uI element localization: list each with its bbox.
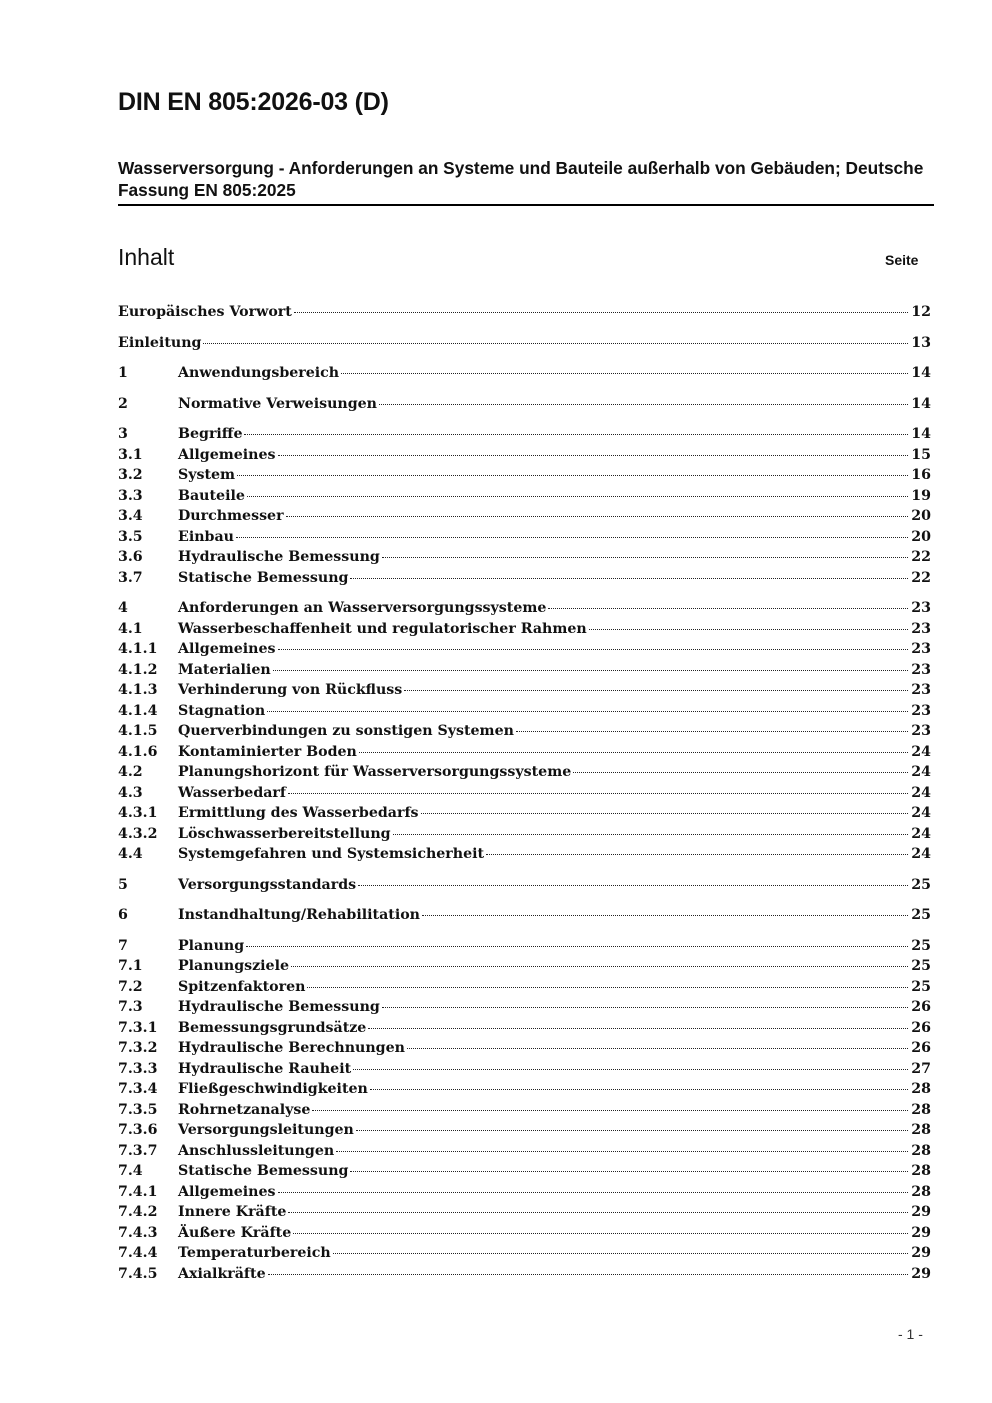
toc-entry-page: 24 <box>911 805 931 821</box>
toc-entry-number: 7.4.2 <box>118 1204 158 1220</box>
toc-entry-title: Löschwasserbereitstellung <box>178 825 391 842</box>
toc-entry-title: Einbau <box>178 528 234 545</box>
dot-leader <box>244 432 908 435</box>
toc-entry-page: 28 <box>911 1142 931 1159</box>
toc-entry[interactable] <box>118 486 931 507</box>
toc-entry-number: 4.1.5 <box>118 723 158 739</box>
dot-leader <box>336 1149 908 1152</box>
toc-entry-number: 7.3.3 <box>118 1060 158 1077</box>
toc-entry[interactable] <box>118 1182 931 1203</box>
toc-entry-page: 23 <box>911 641 931 657</box>
toc-entry-number: 7.3.5 <box>118 1101 158 1118</box>
toc-entry-page: 26 <box>911 1019 931 1036</box>
toc-entry-number: 3.2 <box>118 467 143 483</box>
toc-entry-number: 4.4 <box>118 846 143 862</box>
dot-leader <box>237 473 908 476</box>
toc-entry-title: Anschlussleitungen <box>178 1142 335 1159</box>
toc-entry-title: Europäisches Vorwort <box>118 304 292 320</box>
toc-entry[interactable] <box>118 956 931 977</box>
toc-entry-title: Wasserbedarf <box>178 784 287 801</box>
toc-entry[interactable] <box>118 1161 931 1182</box>
toc-entry[interactable] <box>118 506 931 527</box>
toc-entry-number: 4.2 <box>118 764 143 780</box>
toc-entry-page: 26 <box>911 1040 931 1056</box>
toc-entry-number: 7.3.6 <box>118 1122 158 1138</box>
toc-entry-title: Einleitung <box>118 334 202 351</box>
toc-entry-page: 25 <box>911 907 931 923</box>
toc-entry[interactable] <box>118 1038 931 1059</box>
toc-entry-title: Materialien <box>178 661 271 678</box>
toc-entry[interactable] <box>118 598 931 619</box>
toc-entry[interactable] <box>118 333 931 354</box>
dot-leader <box>294 310 908 313</box>
toc-entry[interactable] <box>118 302 931 323</box>
toc-entry-title: Stagnation <box>178 702 266 719</box>
toc-entry-page: 20 <box>911 528 931 545</box>
dot-leader <box>286 514 908 517</box>
toc-entry-page: 25 <box>911 876 931 893</box>
toc-entry-title: Systemgefahren und Systemsicherheit <box>178 846 485 862</box>
toc-entry-number: 3.5 <box>118 528 143 545</box>
dot-leader <box>333 1251 908 1254</box>
toc-entry[interactable] <box>118 905 931 926</box>
toc-entry-page: 12 <box>911 304 931 320</box>
toc-entry-title: Innere Kräfte <box>178 1204 287 1220</box>
toc-entry-title: Äußere Kräfte <box>178 1224 292 1241</box>
toc-entry-number: 4.3.1 <box>118 805 158 821</box>
toc-entry-page: 24 <box>911 846 931 862</box>
dot-leader <box>548 606 908 609</box>
page-number: - 1 - <box>898 1326 923 1342</box>
toc-entry[interactable] <box>118 824 931 845</box>
dot-leader <box>312 1108 908 1111</box>
toc-entry-title: Allgemeines <box>178 641 276 657</box>
toc-entry-number: 6 <box>118 907 128 923</box>
dot-leader <box>368 1026 908 1029</box>
dot-leader <box>404 688 908 691</box>
toc-entry-page: 24 <box>911 825 931 842</box>
toc-entry-page: 28 <box>911 1101 931 1118</box>
toc-entry-page: 22 <box>911 569 931 586</box>
toc-entry-page: 22 <box>911 549 931 565</box>
toc-entry[interactable] <box>118 1264 931 1285</box>
dot-leader <box>350 1169 908 1172</box>
dot-leader <box>247 494 908 497</box>
toc-entry-page: 24 <box>911 784 931 801</box>
dot-leader <box>350 576 908 579</box>
table-of-contents <box>118 302 931 1284</box>
toc-entry-number: 3.1 <box>118 446 143 463</box>
toc-entry-number: 7.4.5 <box>118 1265 158 1282</box>
toc-entry-page: 25 <box>911 978 931 995</box>
toc-entry-page: 13 <box>911 334 931 351</box>
dot-leader <box>356 1128 908 1131</box>
toc-entry-title: Rohrnetzanalyse <box>178 1101 311 1118</box>
toc-entry-title: Axialkräfte <box>178 1265 266 1282</box>
toc-entry-number: 7.2 <box>118 978 143 995</box>
toc-entry-title: Spitzenfaktoren <box>178 978 306 995</box>
contents-heading: Inhalt <box>118 244 175 270</box>
toc-entry-page: 23 <box>911 723 931 739</box>
toc-entry-page: 23 <box>911 620 931 637</box>
toc-entry[interactable] <box>118 465 931 486</box>
dot-leader <box>370 1087 908 1090</box>
toc-entry-page: 28 <box>911 1183 931 1200</box>
toc-entry-number: 3.7 <box>118 569 143 586</box>
toc-entry[interactable] <box>118 1059 931 1080</box>
dot-leader <box>359 750 908 753</box>
dot-leader <box>379 402 908 405</box>
toc-entry-number: 4.1.3 <box>118 682 158 698</box>
toc-entry[interactable] <box>118 363 931 384</box>
dot-leader <box>382 555 908 558</box>
toc-entry-number: 7.3 <box>118 999 143 1015</box>
dot-leader <box>203 341 908 344</box>
toc-entry[interactable] <box>118 701 931 722</box>
toc-entry-page: 14 <box>911 365 931 381</box>
toc-entry[interactable] <box>118 568 931 589</box>
toc-entry-number: 4.1 <box>118 620 143 637</box>
toc-entry-title: Hydraulische Rauheit <box>178 1060 352 1077</box>
toc-entry-title: System <box>178 467 236 483</box>
dot-leader <box>421 811 908 814</box>
toc-entry-title: Anforderungen an Wasserversorgungssysteme <box>178 600 547 616</box>
toc-entry-number: 7.4.3 <box>118 1224 158 1241</box>
toc-entry-page: 25 <box>911 958 931 974</box>
toc-entry-title: Statische Bemessung <box>178 1163 349 1179</box>
toc-entry-title: Allgemeines <box>178 1183 276 1200</box>
toc-entry-page: 24 <box>911 743 931 760</box>
dot-leader <box>353 1067 908 1070</box>
toc-entry-title: Querverbindungen zu sonstigen Systemen <box>178 723 514 739</box>
toc-entry-title: Hydraulische Berechnungen <box>178 1040 405 1056</box>
toc-entry[interactable] <box>118 1141 931 1162</box>
dot-leader <box>573 770 908 773</box>
toc-entry-title: Begriffe <box>178 426 243 442</box>
toc-entry[interactable] <box>118 875 931 896</box>
toc-entry[interactable] <box>118 680 931 701</box>
toc-entry[interactable] <box>118 783 931 804</box>
toc-entry-title: Wasserbeschaffenheit und regulatorischer Rahmen <box>178 620 587 637</box>
dot-leader <box>278 647 909 650</box>
dot-leader <box>589 627 908 630</box>
toc-entry-page: 15 <box>911 446 931 463</box>
toc-entry[interactable] <box>118 445 931 466</box>
toc-entry-title: Verhinderung von Rückfluss <box>178 682 403 698</box>
toc-entry-number: 3.3 <box>118 487 143 504</box>
toc-entry[interactable] <box>118 547 931 568</box>
toc-entry-title: Versorgungsstandards <box>178 876 357 893</box>
toc-entry-title: Durchmesser <box>178 508 284 524</box>
toc-entry-page: 26 <box>911 999 931 1015</box>
toc-entry[interactable] <box>118 619 931 640</box>
toc-entry-number: 7.3.2 <box>118 1040 158 1056</box>
toc-entry[interactable] <box>118 639 931 660</box>
toc-entry[interactable] <box>118 1202 931 1223</box>
toc-entry-page: 14 <box>911 395 931 412</box>
dot-leader <box>288 1210 908 1213</box>
toc-entry-number: 5 <box>118 876 128 893</box>
toc-entry-number: 7.4 <box>118 1163 143 1179</box>
toc-entry-number: 7.1 <box>118 958 143 974</box>
page-column-label: Seite <box>885 252 919 268</box>
toc-entry-page: 24 <box>911 764 931 780</box>
toc-entry[interactable] <box>118 1018 931 1039</box>
toc-entry-title: Planungsziele <box>178 958 289 974</box>
toc-entry-number: 7.3.7 <box>118 1142 158 1159</box>
toc-entry-page: 23 <box>911 661 931 678</box>
toc-entry-number: 4.1.6 <box>118 743 158 760</box>
dot-leader <box>291 964 908 967</box>
document-subtitle: Wasserversorgung - Anforderungen an Systeme und Bauteile außerhalb von Gebäuden; Deutsche Fassung EN 805:2025 <box>118 157 934 206</box>
toc-entry-page: 16 <box>911 467 931 483</box>
dot-leader <box>516 729 908 732</box>
toc-entry[interactable] <box>118 936 931 957</box>
dot-leader <box>293 1231 908 1234</box>
toc-entry-title: Bauteile <box>178 487 245 504</box>
toc-entry-title: Instandhaltung/Rehabilitation <box>178 907 420 923</box>
toc-entry-number: 4.1.2 <box>118 661 158 678</box>
dot-leader <box>246 944 908 947</box>
toc-entry-page: 19 <box>911 487 931 504</box>
toc-entry-page: 28 <box>911 1163 931 1179</box>
toc-entry[interactable] <box>118 721 931 742</box>
dot-leader <box>407 1046 908 1049</box>
toc-entry[interactable] <box>118 762 931 783</box>
dot-leader <box>268 1272 908 1275</box>
toc-entry-number: 7.3.4 <box>118 1081 158 1097</box>
toc-entry-number: 4.1.1 <box>118 641 158 657</box>
toc-entry[interactable] <box>118 527 931 548</box>
toc-entry-number: 4.1.4 <box>118 702 158 719</box>
toc-entry-page: 23 <box>911 682 931 698</box>
dot-leader <box>278 453 909 456</box>
toc-entry-title: Temperaturbereich <box>178 1245 331 1261</box>
dot-leader <box>358 883 908 886</box>
toc-entry-title: Allgemeines <box>178 446 276 463</box>
toc-entry[interactable] <box>118 997 931 1018</box>
toc-entry-number: 7.4.4 <box>118 1245 158 1261</box>
toc-entry-title: Bemessungsgrundsätze <box>178 1019 367 1036</box>
toc-entry-title: Planung <box>178 937 245 954</box>
document-title: DIN EN 805:2026-03 (D) <box>118 88 389 116</box>
toc-entry[interactable] <box>118 394 931 415</box>
toc-entry-page: 29 <box>911 1265 931 1282</box>
dot-leader <box>422 913 908 916</box>
dot-leader <box>236 535 908 538</box>
dot-leader <box>486 852 908 855</box>
dot-leader <box>273 668 908 671</box>
toc-entry-page: 23 <box>911 600 931 616</box>
toc-entry-title: Planungshorizont für Wasserversorgungssysteme <box>178 764 572 780</box>
toc-entry-title: Anwendungsbereich <box>178 365 340 381</box>
toc-entry-title: Versorgungsleitungen <box>178 1122 354 1138</box>
toc-entry-number: 3.4 <box>118 508 143 524</box>
toc-entry[interactable] <box>118 977 931 998</box>
toc-entry-number: 4 <box>118 600 128 616</box>
toc-entry-number: 2 <box>118 395 128 412</box>
toc-entry-page: 25 <box>911 937 931 954</box>
dot-leader <box>288 791 908 794</box>
toc-entry-number: 4.3 <box>118 784 143 801</box>
toc-entry[interactable] <box>118 1223 931 1244</box>
dot-leader <box>393 832 908 835</box>
toc-entry[interactable] <box>118 803 931 824</box>
toc-entry-number: 7.3.1 <box>118 1019 158 1036</box>
toc-entry[interactable] <box>118 424 931 445</box>
toc-entry-title: Kontaminierter Boden <box>178 743 357 760</box>
toc-entry-number: 3 <box>118 426 128 442</box>
toc-entry-number: 1 <box>118 365 128 381</box>
toc-entry-page: 14 <box>911 426 931 442</box>
toc-entry-page: 20 <box>911 508 931 524</box>
toc-entry-page: 28 <box>911 1122 931 1138</box>
toc-entry[interactable] <box>118 844 931 865</box>
toc-entry-title: Statische Bemessung <box>178 569 349 586</box>
dot-leader <box>382 1005 908 1008</box>
toc-entry-title: Normative Verweisungen <box>178 395 377 412</box>
toc-entry-title: Fließgeschwindigkeiten <box>178 1081 368 1097</box>
dot-leader <box>267 709 908 712</box>
toc-entry-page: 29 <box>911 1245 931 1261</box>
toc-entry-number: 4.3.2 <box>118 825 158 842</box>
dot-leader <box>307 985 908 988</box>
toc-entry[interactable] <box>118 1079 931 1100</box>
toc-entry-title: Hydraulische Bemessung <box>178 549 380 565</box>
toc-entry-page: 29 <box>911 1224 931 1241</box>
dot-leader <box>278 1190 909 1193</box>
toc-entry-page: 29 <box>911 1204 931 1220</box>
toc-entry-number: 7 <box>118 937 128 954</box>
toc-entry-title: Ermittlung des Wasserbedarfs <box>178 805 419 821</box>
toc-entry-page: 23 <box>911 702 931 719</box>
toc-entry[interactable] <box>118 660 931 681</box>
toc-entry-number: 3.6 <box>118 549 143 565</box>
toc-entry-number: 7.4.1 <box>118 1183 158 1200</box>
toc-entry[interactable] <box>118 1243 931 1264</box>
toc-entry[interactable] <box>118 1100 931 1121</box>
toc-entry-title: Hydraulische Bemessung <box>178 999 380 1015</box>
dot-leader <box>341 371 908 374</box>
toc-entry-page: 27 <box>911 1060 931 1077</box>
toc-entry-page: 28 <box>911 1081 931 1097</box>
toc-entry[interactable] <box>118 742 931 763</box>
toc-entry[interactable] <box>118 1120 931 1141</box>
